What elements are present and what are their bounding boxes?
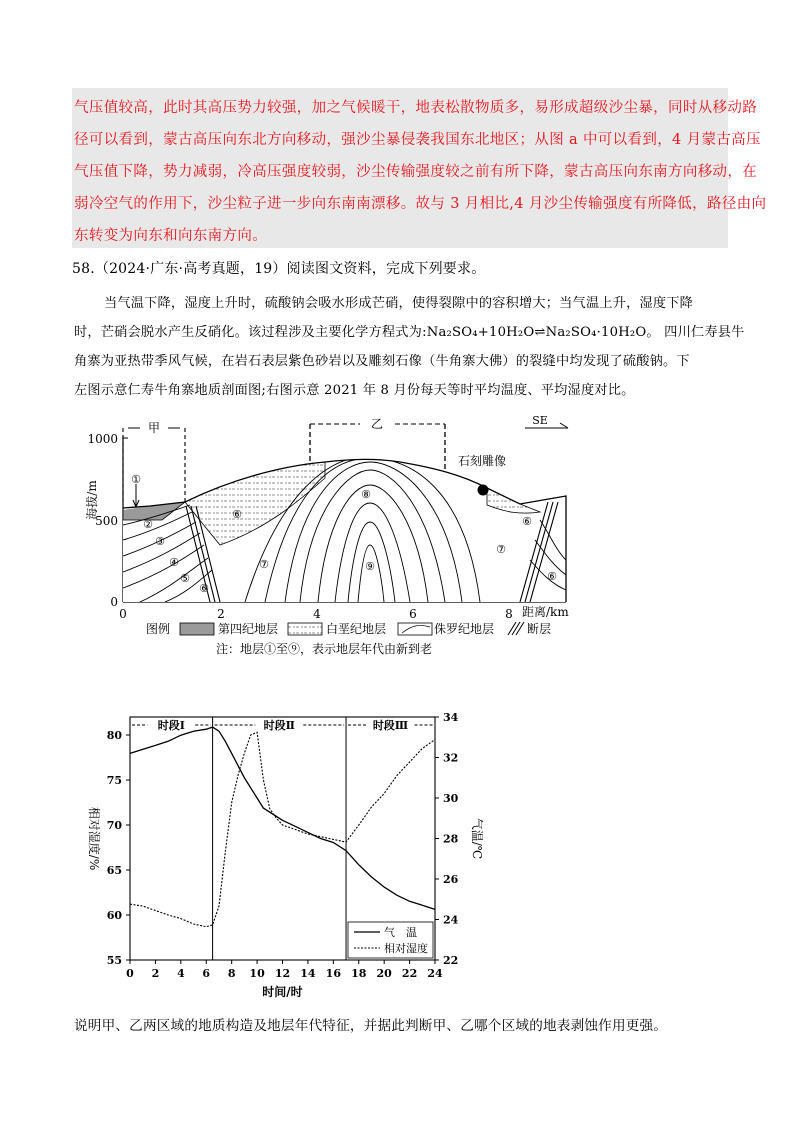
y-tick-label: 500 <box>95 514 118 528</box>
x-tick-label: 20 <box>376 967 392 980</box>
y-right-tick-label: 30 <box>443 792 459 805</box>
y-right-tick-label: 32 <box>443 751 459 765</box>
x-tick-label: 4 <box>177 967 185 980</box>
x-tick-label: 2 <box>217 607 225 621</box>
x-axis-label: 时间/时 <box>262 985 303 999</box>
x-tick-label: 6 <box>202 967 211 980</box>
x-tick-label: 0 <box>126 967 134 980</box>
stratum-label: ⑥ <box>199 582 209 595</box>
stratum-label: ② <box>143 518 153 531</box>
y-axis-label: 海拔/m <box>85 480 99 520</box>
stratum-label: ⑤ <box>180 572 190 585</box>
x-tick-label: 10 <box>249 967 265 980</box>
stratum-label: ① <box>131 473 141 486</box>
y-right-tick-label: 22 <box>443 954 459 967</box>
temperature-humidity-chart <box>60 700 484 1005</box>
stratum-label: ⑨ <box>365 560 375 573</box>
answer-line: 弱冷空气的作用下，沙尘粒子进一步向东南南漂移。故与 3 月相比,4 月沙尘传输强度有所降低，路径由向 <box>74 196 767 212</box>
stratum-label: ④ <box>169 556 179 569</box>
y-right-tick-label: 28 <box>443 832 459 846</box>
answer-line: 气压值下降，势力减弱，冷高压强度较弱，沙尘传输强度较之前有所下降，蒙古高压向东南方向移动，在 <box>74 164 758 180</box>
x-tick-label: 14 <box>300 967 316 980</box>
question-header: 58.（2024·广东·高考真题，19）阅读图文资料，完成下列要求。 <box>72 261 486 277</box>
y-right-axis-label: 气温/℃ <box>470 817 484 860</box>
stratum-label: ③ <box>155 535 165 548</box>
legend-item: 断层 <box>527 622 552 636</box>
question-paragraph-line: 左图示意仁寿牛角寨地质剖面图;右图示意 2021 年 8 月份每天等时平均温度、平均湿度对比。 <box>74 383 635 398</box>
geologic-section-figure <box>75 415 635 660</box>
answer-line: 气压值较高，此时其高压势力较强，加之气候暖干，地表松散物质多，易形成超级沙尘暴，同时从移动路 <box>74 100 758 116</box>
x-tick-label: 24 <box>427 967 443 980</box>
answer-line: 东转变为向东和向东南方向。 <box>74 228 268 244</box>
period-label: 时段Ⅲ <box>372 719 409 732</box>
x-tick-label: 0 <box>119 607 127 621</box>
question-prompt: 说明甲、乙两区域的地质构造及地层年代特征，并据此判断甲、乙哪个区域的地表剥蚀作用更强。 <box>74 1018 668 1034</box>
x-axis-label: 距离/km <box>522 605 569 619</box>
legend-title: 图例 <box>146 622 171 636</box>
period-label: 时段Ⅱ <box>263 719 295 732</box>
zone-yi-label: 乙 <box>370 417 384 431</box>
x-tick-label: 22 <box>401 967 418 980</box>
direction-label: SE <box>532 414 548 427</box>
stratum-label: ⑥ <box>547 570 557 583</box>
y-left-tick-label: 55 <box>106 954 122 967</box>
legend-label: 气 温 <box>384 926 417 939</box>
y-right-tick-label: 24 <box>443 913 459 927</box>
y-tick-label: 1000 <box>87 432 118 446</box>
x-tick-label: 4 <box>313 607 321 621</box>
y-right-tick-label: 26 <box>443 873 459 886</box>
question-paragraph-line: 当气温下降，湿度上升时，硫酸钠会吸水形成芒硝，使得裂隙中的容积增大；当气温上升，湿度下降 <box>104 296 694 311</box>
section-legend <box>146 621 551 656</box>
answer-line: 径可以看到，蒙古高压向东北方向移动，强沙尘暴侵袭我国东北地区；从图 a 中可以看到，4 月蒙古高压 <box>74 132 761 148</box>
question-paragraph-line: 角寨为亚热带季风气候，在岩石表层紫色砂岩以及雕刻石像（牛角寨大佛）的裂缝中均发现了硫酸钠。下 <box>74 354 690 369</box>
stratum-label: ⑦ <box>496 543 506 556</box>
stratum-label: ⑦ <box>259 558 269 571</box>
x-tick-label: 16 <box>325 967 341 980</box>
stratum-label: ⑥ <box>232 508 242 521</box>
x-tick-label: 12 <box>274 967 291 980</box>
period-label: 时段Ⅰ <box>157 719 185 732</box>
statue-marker <box>478 485 489 496</box>
x-tick-label: 18 <box>351 967 367 980</box>
y-left-tick-label: 65 <box>106 864 122 877</box>
stratum-label: ⑥ <box>522 515 532 528</box>
x-tick-label: 8 <box>227 967 236 980</box>
humidity-series-line <box>130 732 435 926</box>
question-paragraph-line: 时，芒硝会脱水产生反硝化。该过程涉及主要化学方程式为:Na₂SO₄+10H₂O⇌Na₂SO₄·10H₂O。 四川仁寿县牛 <box>74 325 745 340</box>
x-tick-label: 8 <box>505 607 513 621</box>
direction-arrow <box>525 414 568 428</box>
stratum-label: ⑧ <box>361 488 371 501</box>
statue-label: 石刻雕像 <box>458 454 507 468</box>
legend-label: 相对湿度 <box>384 942 428 955</box>
section-note: 注：地层①至⑨，表示地层年代由新到老 <box>216 642 433 656</box>
y-left-axis-label: 相对湿度/% <box>87 806 101 871</box>
zone-jia-label: 甲 <box>147 421 161 435</box>
temperature-series-line <box>130 727 435 909</box>
x-tick-label: 2 <box>151 967 160 980</box>
legend-item: 白垩纪地层 <box>326 622 387 636</box>
y-right-tick-label: 34 <box>443 711 459 724</box>
x-tick-label: 6 <box>409 607 417 621</box>
legend-item: 第四纪地层 <box>218 622 279 636</box>
y-left-tick-label: 70 <box>106 819 122 832</box>
zone-jia-bracket <box>123 428 185 505</box>
y-left-tick-label: 60 <box>106 909 122 922</box>
y-tick-label: 0 <box>110 595 118 609</box>
y-left-tick-label: 75 <box>106 774 122 787</box>
legend-item: 侏罗纪地层 <box>434 622 495 636</box>
y-left-tick-label: 80 <box>106 729 122 742</box>
